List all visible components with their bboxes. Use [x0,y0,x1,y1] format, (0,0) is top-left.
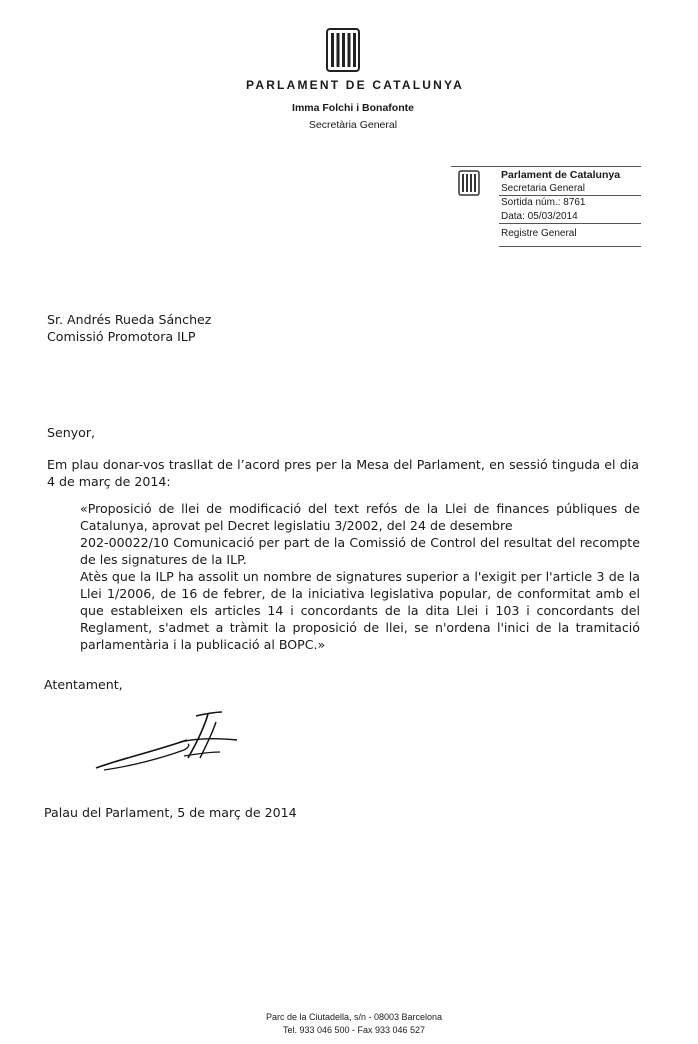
signature-icon [92,708,242,774]
organization-name: PARLAMENT DE CATALUNYA [246,78,464,92]
footer-contact: Tel. 933 046 500 - Fax 933 046 527 [282,1025,426,1035]
stamp-registry: Registre General [501,228,577,239]
salutation: Senyor, [47,425,96,440]
footer-address: Parc de la Ciutadella, s/n - 08003 Barcelona [265,1012,443,1022]
quote-paragraph-title: «Proposició de llei de modificació del text refós de la Llei de finances públiques de Catalunya, aprovat pel Decret legislatiu 3/2002, del 24 de desembre [80,501,640,533]
intro-paragraph: Em plau donar-vos trasllat de l’acord pres per la Mesa del Parlament, en sessió tinguda el dia 4 de març de 2014: [47,457,639,489]
quote-paragraph-communication: 202-00022/10 Comunicació per part de la Comissió de Control del resultat del recompte de les signatures de la ILP. [80,535,640,567]
place-and-date: Palau del Parlament, 5 de març de 2014 [44,805,297,820]
parliament-emblem-icon [326,28,360,72]
stamp-date: Data: 05/03/2014 [501,211,578,222]
closing: Atentament, [44,677,123,692]
stamp-emblem-icon [458,170,480,196]
addressee-name: Sr. Andrés Rueda Sánchez [47,312,212,327]
sender-role: Secretària General [308,119,398,131]
stamp-organization: Parlament de Catalunya [501,169,621,181]
quote-paragraph-resolution: Atès que la ILP ha assolit un nombre de signatures superior a l'exigit per l'article 3 de la Llei 1/2006, de 16 de febrer, de la iniciativa legislativa popular, de conformitat amb el que estableixen els articles 14 i concordants de la dita Llei i 103 i concordants del Reglament, s'admet a tràmit la proposició de llei, se n'ordena l'inici de la tramitació parlamentària i la publicació al BOPC.» [80,569,640,652]
stamp-number: Sortida núm.: 8761 [501,197,586,208]
sender-name: Imma Folchi i Bonafonte [292,102,414,114]
stamp-department: Secretaria General [501,183,585,194]
quoted-agreement [80,500,640,653]
registry-stamp [451,166,641,248]
addressee-organization: Comissió Promotora ILP [47,329,196,344]
